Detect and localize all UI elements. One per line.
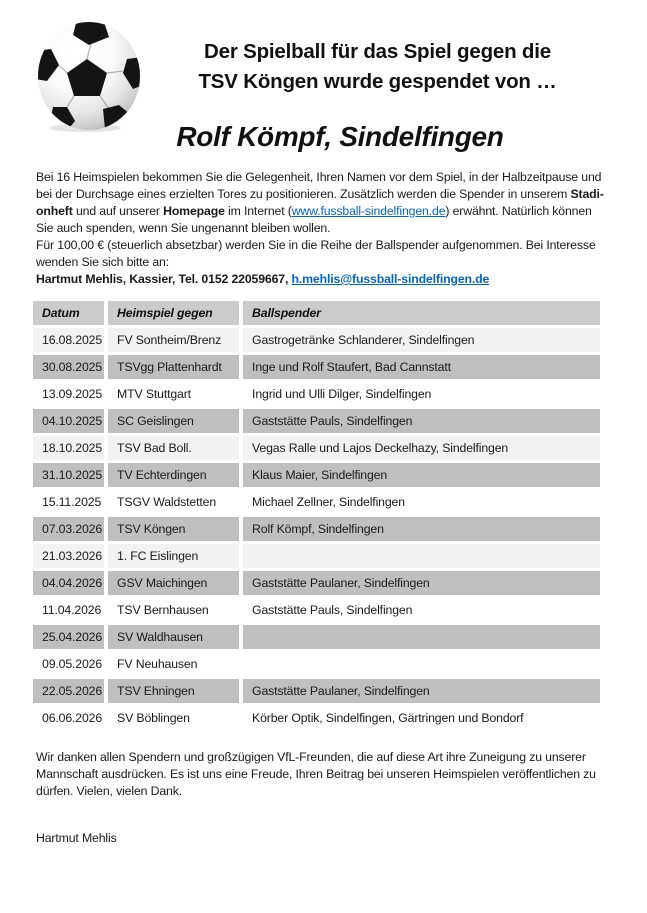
- text-segment: und auf unserer: [72, 204, 164, 218]
- text-segment: Hartmut Mehlis, Kassier, Tel. 0152 22059667,: [36, 272, 292, 286]
- table-row: [33, 598, 600, 622]
- cell-date: 25.04.2026: [33, 625, 104, 649]
- cell-date: 30.08.2025: [33, 355, 104, 379]
- cell-date: 04.04.2026: [33, 571, 104, 595]
- text-segment: ) erwähnt. Natürlich können: [445, 204, 592, 218]
- text-segment: wenden Sie sich bitte an:: [36, 255, 169, 269]
- text-segment: Für 100,00 € (steuerlich absetzbar) werden Sie in die Reihe der Ballspender aufgenommen. Bei Interesse: [36, 238, 596, 252]
- cell-opponent: TSVgg Plattenhardt: [108, 355, 239, 379]
- headline: [150, 37, 605, 97]
- text-segment: Homepage: [163, 204, 225, 218]
- column-header-heimspiel: Heimspiel gegen: [108, 301, 239, 325]
- cell-sponsor: Gaststätte Paulaner, Sindelfingen: [243, 571, 600, 595]
- donor-title: Rolf Kömpf, Sindelfingen: [176, 121, 504, 152]
- text-segment: Stadi-: [570, 187, 604, 201]
- table-row: [33, 355, 600, 379]
- text-segment: Sie auch spenden, wenn Sie ungenannt bleiben wollen.: [36, 221, 331, 235]
- cell-sponsor: [243, 625, 600, 649]
- cell-opponent: TSV Köngen: [108, 517, 239, 541]
- cell-sponsor: Gaststätte Paulaner, Sindelfingen: [243, 679, 600, 703]
- cell-opponent: FV Sontheim/Brenz: [108, 328, 239, 352]
- table-row: [33, 436, 600, 460]
- cell-date: 31.10.2025: [33, 463, 104, 487]
- cell-opponent: MTV Stuttgart: [108, 382, 239, 406]
- table-row: [33, 652, 600, 676]
- cell-date: 18.10.2025: [33, 436, 104, 460]
- column-header-ballspender: Ballspender: [243, 301, 600, 325]
- table-row: [33, 463, 600, 487]
- table-row: [33, 679, 600, 703]
- signature: Hartmut Mehlis: [36, 831, 117, 845]
- hyperlink[interactable]: h.mehlis@fussball-sindelfingen.de: [291, 272, 490, 286]
- cell-date: 22.05.2026: [33, 679, 104, 703]
- table-header-row: [33, 301, 600, 325]
- cell-sponsor: Körber Optik, Sindelfingen, Gärtringen und Bondorf: [243, 706, 600, 730]
- cell-sponsor: Gaststätte Pauls, Sindelfingen: [243, 409, 600, 433]
- cell-opponent: TSV Bad Boll.: [108, 436, 239, 460]
- cell-opponent: 1. FC Eislingen: [108, 544, 239, 568]
- cell-sponsor: Inge und Rolf Staufert, Bad Cannstatt: [243, 355, 600, 379]
- contact-paragraph: [36, 237, 618, 288]
- cell-opponent: TSV Bernhausen: [108, 598, 239, 622]
- cell-opponent: SV Böblingen: [108, 706, 239, 730]
- table-row: [33, 490, 600, 514]
- cell-opponent: TV Echterdingen: [108, 463, 239, 487]
- cell-date: 15.11.2025: [33, 490, 104, 514]
- cell-date: 06.06.2026: [33, 706, 104, 730]
- cell-date: 13.09.2025: [33, 382, 104, 406]
- text-segment: Mannschaft ausdrücken. Es ist uns eine Freude, Ihren Beitrag bei unseren Heimspielen veröffentlichen zu: [36, 767, 596, 781]
- cell-opponent: SC Geislingen: [108, 409, 239, 433]
- table-row: [33, 625, 600, 649]
- cell-opponent: GSV Maichingen: [108, 571, 239, 595]
- table-row: [33, 328, 600, 352]
- thanks-paragraph: [36, 749, 618, 800]
- text-segment: bei der Durchsage eines erzielten Tores zu positionieren. Zusätzlich werden die Spender in unserem: [36, 187, 571, 201]
- table-row: [33, 706, 600, 730]
- cell-sponsor: Vegas Ralle und Lajos Deckelhazy, Sindelfingen: [243, 436, 600, 460]
- cell-sponsor: [243, 652, 600, 676]
- text-segment: im Internet (: [224, 204, 292, 218]
- table-row: [33, 517, 600, 541]
- table-row: [33, 544, 600, 568]
- text-segment: onheft: [36, 204, 73, 218]
- cell-sponsor: Gaststätte Pauls, Sindelfingen: [243, 598, 600, 622]
- cell-date: 09.05.2026: [33, 652, 104, 676]
- table-row: [33, 409, 600, 433]
- cell-date: 04.10.2025: [33, 409, 104, 433]
- cell-opponent: TSGV Waldstetten: [108, 490, 239, 514]
- intro-paragraph: [36, 169, 618, 237]
- sponsor-table: [29, 298, 604, 733]
- headline-line1: Der Spielball für das Spiel gegen die: [204, 40, 551, 63]
- cell-sponsor: Ingrid und Ulli Dilger, Sindelfingen: [243, 382, 600, 406]
- cell-sponsor: Rolf Kömpf, Sindelfingen: [243, 517, 600, 541]
- document-body: [36, 169, 618, 845]
- cell-date: 21.03.2026: [33, 544, 104, 568]
- table-row: [33, 571, 600, 595]
- cell-sponsor: [243, 544, 600, 568]
- cell-opponent: TSV Ehningen: [108, 679, 239, 703]
- cell-sponsor: Gastrogetränke Schlanderer, Sindelfingen: [243, 328, 600, 352]
- soccer-ball-image: [37, 21, 141, 132]
- cell-sponsor: Michael Zellner, Sindelfingen: [243, 490, 600, 514]
- cell-sponsor: Klaus Maier, Sindelfingen: [243, 463, 600, 487]
- cell-opponent: SV Waldhausen: [108, 625, 239, 649]
- text-segment: Bei 16 Heimspielen bekommen Sie die Gelegenheit, Ihren Namen vor dem Spiel, in der Halbzeitpause und: [36, 170, 602, 184]
- headline-line2: TSV Köngen wurde gespendet von …: [198, 70, 557, 93]
- hyperlink[interactable]: www.fussball-sindelfingen.de: [291, 204, 446, 218]
- text-segment: Wir danken allen Spendern und großzügigen VfL-Freunden, die auf diese Art ihre Zuneigung zu unserer: [36, 750, 586, 764]
- column-header-datum: Datum: [33, 301, 104, 325]
- cell-opponent: FV Neuhausen: [108, 652, 239, 676]
- cell-date: 11.04.2026: [33, 598, 104, 622]
- table-row: [33, 382, 600, 406]
- cell-date: 07.03.2026: [33, 517, 104, 541]
- text-segment: dürfen. Vielen, vielen Dank.: [36, 784, 182, 798]
- cell-date: 16.08.2025: [33, 328, 104, 352]
